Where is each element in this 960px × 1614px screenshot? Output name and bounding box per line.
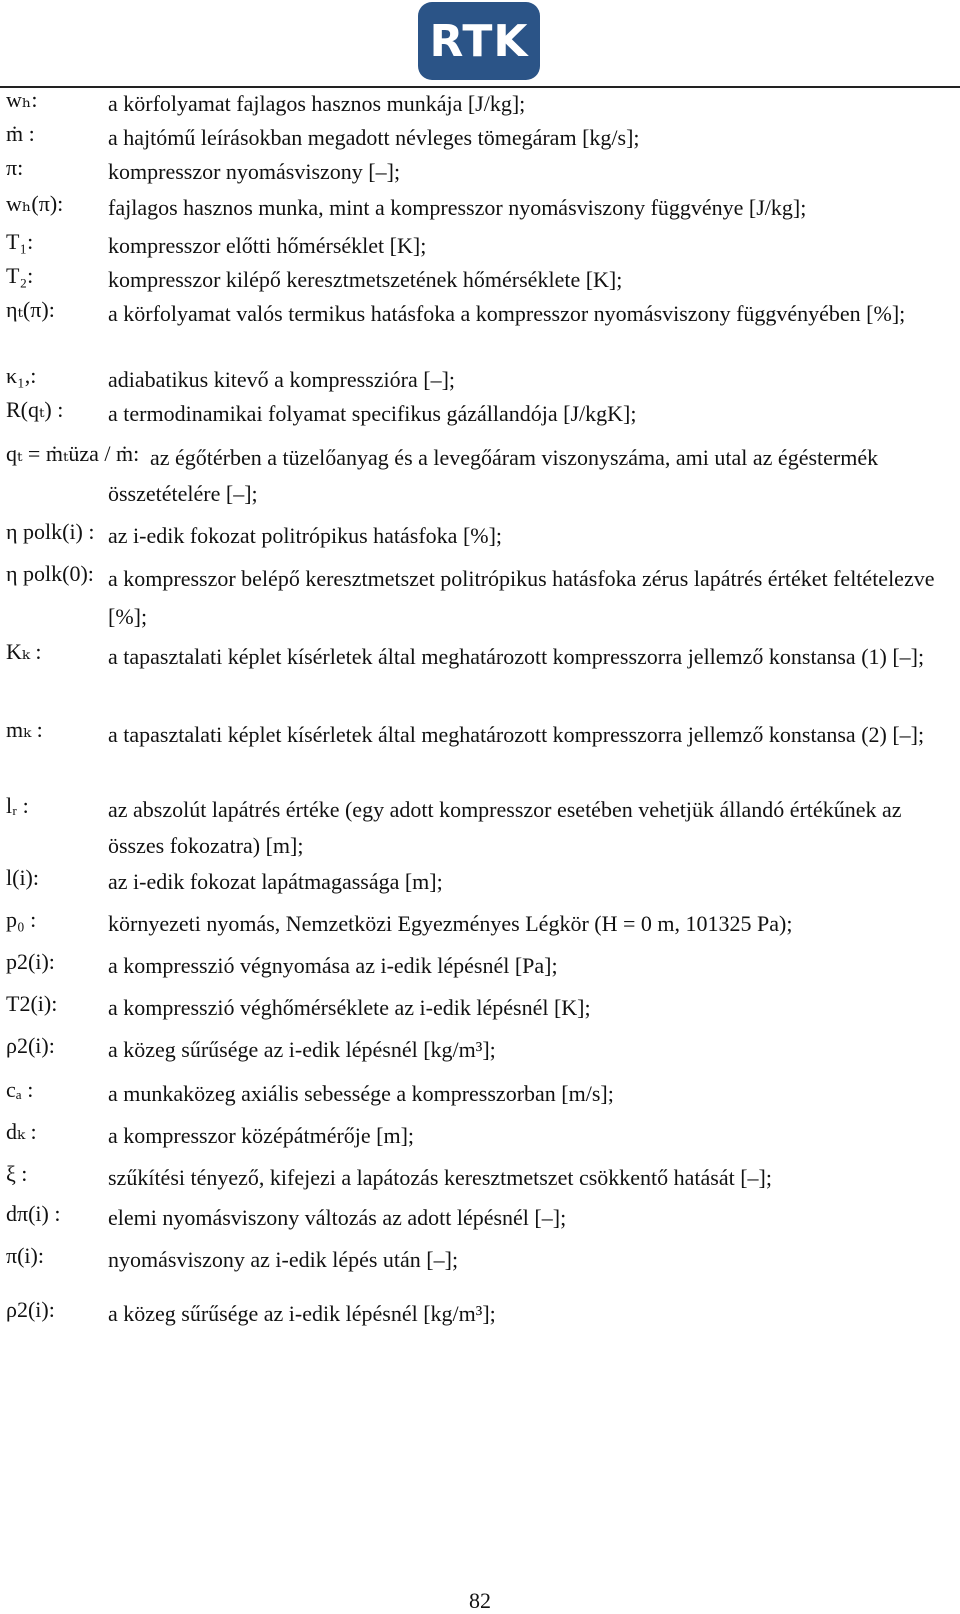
logo-text: RTK	[429, 15, 529, 67]
definition-text: kompresszor nyomásviszony [–];	[108, 159, 401, 184]
definition-symbol: dₖ :	[6, 1119, 37, 1144]
definition-symbol: wₕ:	[6, 87, 38, 112]
definition-symbol: wₕ(π):	[6, 191, 64, 216]
definition-symbol: cₐ :	[6, 1077, 34, 1102]
definition-text: szűkítési tényező, kifejezi a lapátozás keresztmetszet csökkentő hatását [–];	[108, 1165, 772, 1190]
definition-symbol: ξ :	[6, 1161, 28, 1186]
definition-symbol: π:	[6, 155, 24, 180]
definition-text: a közeg sűrűsége az i-edik lépésnél [kg/m³];	[108, 1301, 496, 1326]
definition-text: fajlagos hasznos munka, mint a kompresszor nyomásviszony függvénye [J/kg];	[108, 195, 807, 220]
definition-text: adiabatikus kitevő a kompresszióra [–];	[108, 367, 456, 392]
definition-text: a körfolyamat valós termikus hatásfoka a kompresszor nyomásviszony függvényében [%];	[108, 301, 906, 326]
definition-symbol: κ₁,:	[6, 363, 37, 388]
definition-text: elemi nyomásviszony változás az adott lépésnél [–];	[108, 1205, 567, 1230]
definition-text: a kompresszió véghőmérséklete az i-edik lépésnél [K];	[108, 995, 591, 1020]
definition-text: nyomásviszony az i-edik lépés után [–];	[108, 1247, 459, 1272]
definition-text: a tapasztalati képlet kísérletek által meghatározott kompresszorra jellemző konstansa (2) [–];	[108, 722, 925, 747]
definition-symbol: l(i):	[6, 865, 39, 890]
definition-symbol: R(qₜ) :	[6, 397, 64, 422]
definition-text: a termodinamikai folyamat specifikus gázállandója [J/kgK];	[108, 401, 637, 426]
definition-symbol: T2(i):	[6, 991, 58, 1016]
rtk-logo	[418, 2, 540, 80]
definition-text: az i-edik fokozat politrópikus hatásfoka [%];	[108, 523, 503, 548]
definition-text: környezeti nyomás, Nemzetközi Egyezményes Légkör (H = 0 m, 101325 Pa);	[108, 911, 793, 936]
definition-symbol: qₜ = ṁₜüza / ṁ:	[6, 441, 140, 466]
definition-text: a munkaközeg axiális sebessége a kompresszorban [m/s];	[108, 1081, 614, 1106]
definition-symbol: ρ2(i):	[6, 1297, 55, 1322]
definition-symbol: π(i):	[6, 1243, 44, 1268]
definition-symbol: Kₖ :	[6, 639, 42, 664]
definition-symbol: ρ2(i):	[6, 1033, 55, 1058]
definition-text: a kompresszor középátmérője [m];	[108, 1123, 415, 1148]
definition-symbol: ṁ :	[6, 121, 35, 146]
definition-text: a körfolyamat fajlagos hasznos munkája [J/kg];	[108, 91, 526, 116]
definition-text: kompresszor előtti hőmérséklet [K];	[108, 233, 427, 258]
definition-symbol: lᵣ :	[6, 793, 29, 818]
page-footer	[0, 1588, 960, 1614]
definition-text: a kompresszió végnyomása az i-edik lépésnél [Pa];	[108, 953, 558, 978]
definition-symbol: ηₜ(π):	[6, 297, 55, 322]
definition-text: a közeg sűrűsége az i-edik lépésnél [kg/m³];	[108, 1037, 496, 1062]
definition-symbol: dπ(i) :	[6, 1201, 61, 1226]
definition-text: kompresszor kilépő keresztmetszetének hőmérséklete [K];	[108, 267, 623, 292]
definition-text: az i-edik fokozat lapátmagassága [m];	[108, 869, 443, 894]
definition-symbol: p₀ :	[6, 907, 37, 932]
page-header	[0, 0, 960, 92]
definition-text: az abszolút lapátrés értéke (egy adott kompresszor esetében vehetjük állandó értékűnek az összes fokozatra) [m];	[108, 797, 902, 858]
definition-text: a tapasztalati képlet kísérletek által meghatározott kompresszorra jellemző konstansa (1) [–];	[108, 644, 925, 669]
definition-text: a hajtómű leírásokban megadott névleges tömegáram [kg/s];	[108, 125, 640, 150]
page-number: 82	[469, 1588, 491, 1613]
definition-text: az égőtérben a tüzelőanyag és a levegőáram viszonyszáma, ami utal az égéstermék összetételére [–];	[108, 445, 879, 506]
definition-text: a kompresszor belépő keresztmetszet politrópikus hatásfoka zérus lapátrés értéket feltételezve [%];	[108, 566, 935, 629]
definition-symbol: T₁:	[6, 229, 34, 254]
definition-symbol: p2(i):	[6, 949, 55, 974]
definition-symbol: η polk(i) :	[6, 519, 95, 544]
definition-symbol: T₂:	[6, 263, 34, 288]
definition-symbol: mₖ :	[6, 717, 43, 742]
definition-symbol: η polk(0):	[6, 561, 94, 586]
